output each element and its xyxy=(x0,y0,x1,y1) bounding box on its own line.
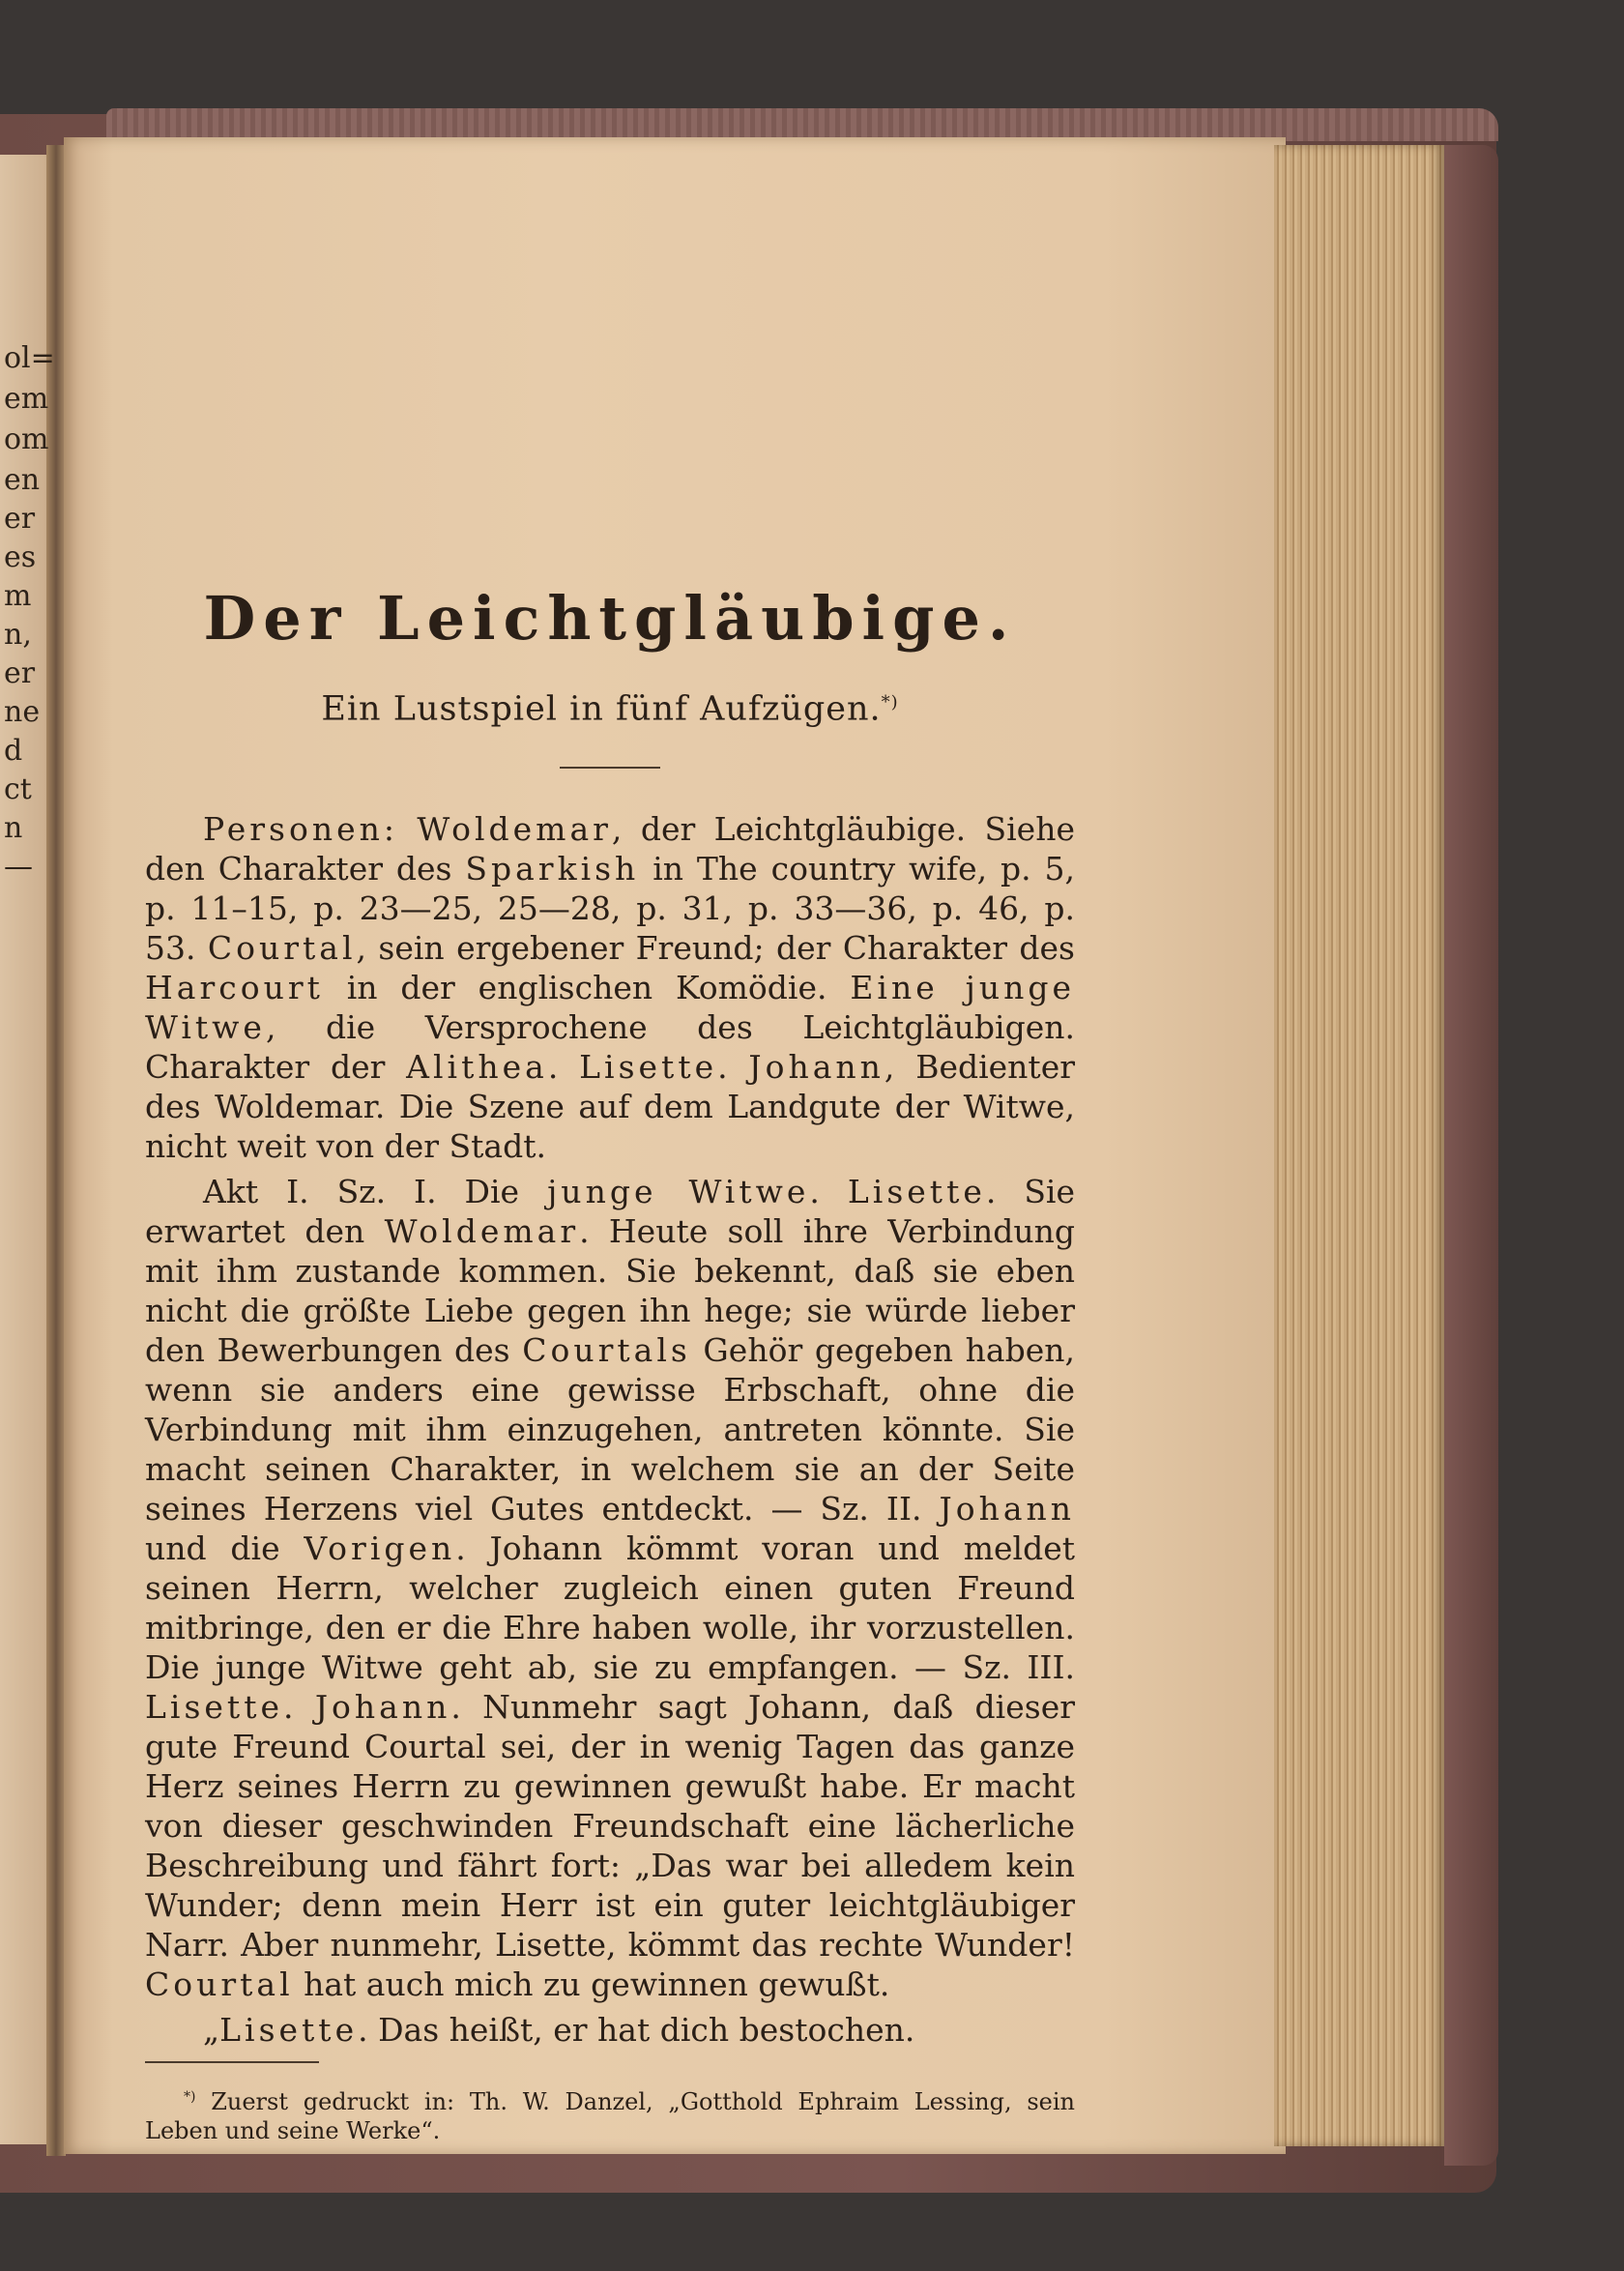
role-courtal: Courtal xyxy=(145,1965,294,2003)
quote-open: „ xyxy=(203,2010,220,2049)
left-page-fragment: n xyxy=(4,811,23,845)
role-courtal: Courtals xyxy=(522,1330,691,1369)
text-run: Akt I. Sz. I. Die xyxy=(203,1172,548,1210)
text-run: . Heute soll ihre Verbindung mit ihm zustande kommen. Sie bekennt, daß sie eben nicht die größte Liebe gegen ihn hege; sie würde lieber den Bewerbungen des xyxy=(145,1211,1075,1369)
left-page-fragment: m xyxy=(4,579,32,613)
subtitle-text: Ein Lustspiel in fünf Aufzügen. xyxy=(321,689,882,729)
text-run: in The country wife, p. 5, p. 11–15, p. 23—25, 25—28, p. 31, p. 33—36, p. 46, p. 53. xyxy=(145,849,1075,967)
page-title: Der Leichtgläubige. xyxy=(203,583,1017,654)
left-page-fragment: ne xyxy=(4,695,41,729)
page-content xyxy=(145,580,1075,2145)
text-run: . xyxy=(717,1047,749,1086)
left-page-fragment: er xyxy=(4,656,36,690)
text-run: , die Versprochene des Leichtgläubigen. Charakter der xyxy=(145,1007,1075,1086)
text-run: . Nunmehr sagt Johann, daß dieser gute Freund Courtal sei, der in wenig Tagen das ganze Herz seines Herrn zu gewinnen gewußt habe. Er macht von dieser geschwinden Freundschaft eine lächerliche Beschreibung und fährt fort: „Das war bei alledem kein Wunder; denn mein Herr ist ein guter leichtgläubiger Narr. Aber nunmehr, Lisette, kömmt das rechte Wunder! xyxy=(145,1687,1075,1964)
role-lisette: Lisette xyxy=(847,1172,986,1210)
left-page-fragment: — xyxy=(4,850,33,884)
role-witwe: junge Witwe xyxy=(547,1172,810,1210)
footnote-mark: *) xyxy=(184,2088,196,2105)
left-page-fragment: d xyxy=(4,734,23,768)
role-sparkish: Sparkish xyxy=(465,849,640,888)
footnote xyxy=(145,2082,1075,2145)
footnote-rule xyxy=(145,2061,319,2063)
left-page-fragment: en xyxy=(4,463,41,497)
subtitle xyxy=(145,679,1075,734)
text-run: . xyxy=(809,1172,848,1210)
text-run: hat auch mich zu gewinnen gewußt. xyxy=(293,1965,890,2003)
left-page-fragment: em xyxy=(4,382,49,416)
role-lisette: Lisette xyxy=(145,1687,283,1726)
text-run: . xyxy=(547,1047,580,1086)
text-run: , der Leichtgläubige. Siehe den Charakter des xyxy=(145,809,1075,888)
role-harcourt: Harcourt xyxy=(145,968,324,1006)
role-vorigen: Vorigen xyxy=(304,1529,456,1567)
quote-line xyxy=(145,2010,1075,2050)
role-alithea: Alithea xyxy=(406,1047,548,1086)
left-page-fragment: es xyxy=(4,540,37,574)
role-woldemar: Woldemar xyxy=(417,809,612,848)
cover-right-edge xyxy=(1444,145,1498,2166)
text-run: Gehör gegeben haben, wenn sie anders eine gewisse Erbschaft, ohne die Verbindung mit ihm einzugehen, antreten könnte. Sie macht seinen Charakter, in welchem sie an der Seite seines Herzens viel Gutes entdeckt. — Sz. II. xyxy=(145,1330,1075,1528)
left-page-fragment: er xyxy=(4,502,36,536)
text-run: , Bedienter des Woldemar. Die Szene auf dem Landgute der Witwe, nicht weit von der Stadt. xyxy=(145,1047,1075,1165)
personen-label: Personen: xyxy=(203,809,398,848)
left-page-fragment: om xyxy=(4,422,49,456)
left-page-fragment: n, xyxy=(4,618,32,652)
text-run: . Das heißt, er hat dich bestochen. xyxy=(358,2010,915,2049)
role-johann: Johann xyxy=(748,1047,884,1086)
footnote-text: Zuerst gedruckt in: Th. W. Danzel, „Gotthold Ephraim Lessing, sein Leben und seine Werke“. xyxy=(145,2087,1075,2144)
left-page-fragment: ct xyxy=(4,772,32,806)
akt-paragraph xyxy=(145,1172,1075,2004)
role-johann: Johann xyxy=(314,1687,451,1726)
page-stack-edge xyxy=(1274,145,1446,2146)
text-run: . xyxy=(282,1687,315,1726)
text-run: . Sie erwartet den xyxy=(145,1172,1076,1250)
role-woldemar: Woldemar xyxy=(384,1211,580,1250)
text-run: in der englischen Komödie. xyxy=(323,968,851,1006)
text-run: . Johann kömmt voran und meldet seinen Herrn, welcher zugleich einen guten Freund mitbringe, den er die Ehre haben wolle, ihr vorzustellen. Die junge Witwe geht ab, sie zu empfangen. — Sz. III. xyxy=(145,1529,1075,1686)
text-run: und die xyxy=(145,1529,304,1567)
text-run: , sein ergebener Freund; der Charakter des xyxy=(356,928,1075,967)
role-lisette: Lisette xyxy=(219,2010,359,2049)
role-lisette: Lisette xyxy=(579,1047,718,1086)
cover-top-edge xyxy=(106,108,1498,141)
role-courtal: Courtal xyxy=(207,928,357,967)
left-page-fragment: ol= xyxy=(4,341,55,375)
role-johann: Johann xyxy=(939,1489,1075,1528)
personen-paragraph xyxy=(145,809,1075,1166)
footnote-mark: *) xyxy=(881,692,899,713)
title-separator xyxy=(560,767,660,769)
role-witwe: Eine junge Witwe xyxy=(145,968,1075,1046)
